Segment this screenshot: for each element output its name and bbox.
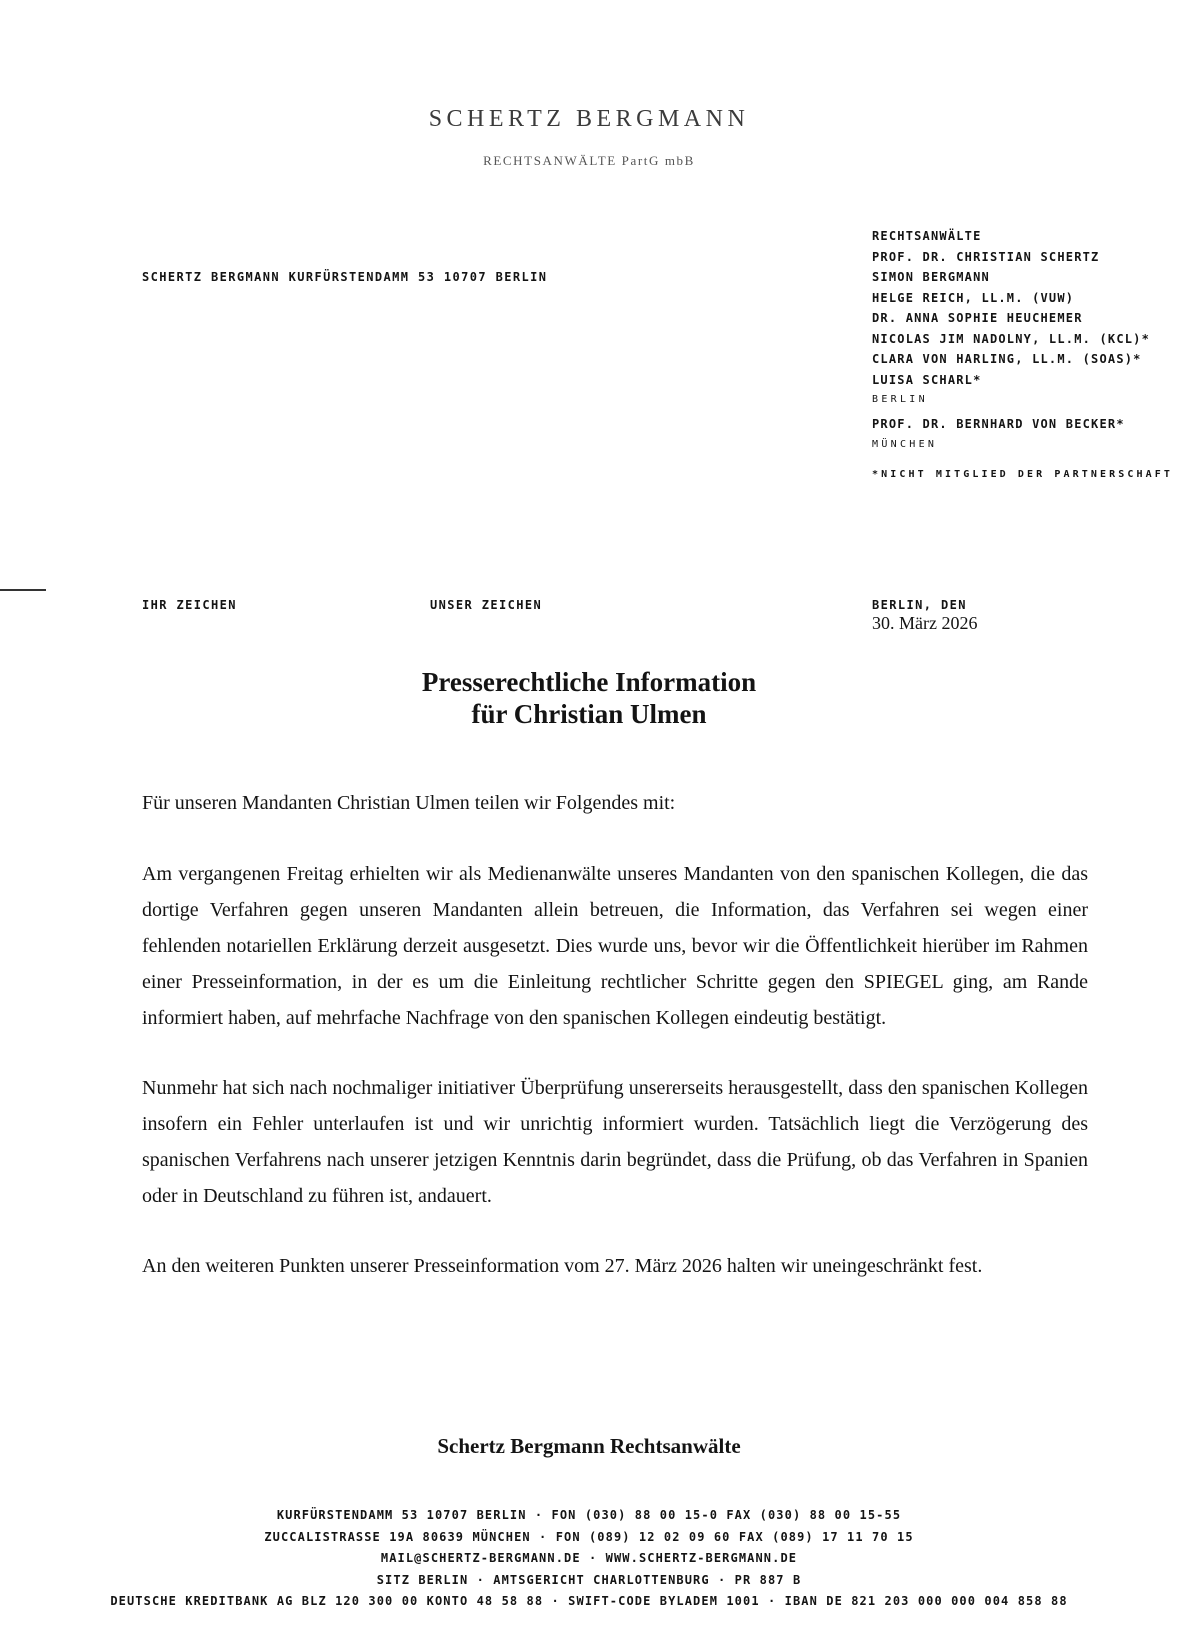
place-date-label: BERLIN, DEN: [872, 598, 967, 612]
intro-paragraph: Für unseren Mandanten Christian Ulmen teilen wir Folgendes mit:: [142, 792, 676, 814]
firm-logo-subtitle: RECHTSANWÄLTE PartG mbB: [483, 153, 695, 168]
body-paragraph-3: An den weiteren Punkten unserer Presseinformation vom 27. März 2026 halten wir uneingeschränkt fest.: [142, 1255, 983, 1277]
partner-name: DR. ANNA SOPHIE HEUCHEMER: [872, 311, 1083, 325]
footer: [0, 1505, 1178, 1613]
partner-name: CLARA VON HARLING, LL.M. (SOAS)*: [872, 352, 1142, 366]
letter-title-line-1: Presserechtliche Information: [421, 667, 757, 697]
partners-list: [872, 226, 1172, 480]
firm-logo-name: SCHERTZ BERGMANN: [428, 106, 750, 132]
body-paragraph-1: Am vergangenen Freitag erhielten wir als Medienanwälte unseres Mandanten von den spanischen Kollegen, die das dortige Verfahren gegen unseren Mandanten allein betreuen, die Information, das Verfahren sei wegen einer fehlenden notariellen Erklärung derzeit ausgesetzt. Dies wurde uns, bevor wir die Öffentlichkeit hierüber im Rahmen einer Presseinformation, in der es um die Einleitung rechtlicher Schritte gegen den SPIEGEL ging, am Rande informiert haben, auf mehrfache Nachfrage von den spanischen Kollegen eindeutig bestätigt.: [142, 863, 1088, 1029]
fold-mark: [0, 589, 46, 591]
sender-address-line: SCHERTZ BERGMANN KURFÜRSTENDAMM 53 10707 BERLIN: [142, 270, 548, 284]
body-paragraph-2: Nunmehr hat sich nach nochmaliger initiativer Überprüfung unsererseits herausgestellt, dass den spanischen Kollegen insofern ein Fehler unterlaufen ist und wir unrichtig informiert wurden. Tatsächlich liegt die Verzögerung des spanischen Verfahrens nach unserer jetzigen Kenntnis darin begründet, dass die Prüfung, ob das Verfahren in Spanien oder in Deutschland zu führen ist, andauert.: [142, 1077, 1088, 1207]
your-reference-label: IHR ZEICHEN: [142, 598, 237, 612]
partnership-footnote: *NICHT MITGLIED DER PARTNERSCHAFT: [872, 468, 1173, 480]
partners-heading: RECHTSANWÄLTE: [872, 229, 982, 243]
partner-name: NICOLAS JIM NADOLNY, LL.M. (KCL)*: [872, 331, 1151, 346]
letter-date: 30. März 2026: [872, 613, 978, 633]
letter-title-line-2: für Christian Ulmen: [471, 699, 707, 729]
office-label-berlin: BERLIN: [872, 394, 928, 405]
partner-name: LUISA SCHARL*: [872, 372, 982, 387]
footer-line-berlin: KURFÜRSTENDAMM 53 10707 BERLIN · FON (030) 88 00 15-0 FAX (030) 88 00 15-55: [276, 1508, 902, 1522]
our-reference-label: UNSER ZEICHEN: [430, 598, 543, 612]
office-label-munich: MÜNCHEN: [872, 438, 938, 450]
partner-name: PROF. DR. CHRISTIAN SCHERTZ: [872, 249, 1100, 264]
partner-name: HELGE REICH, LL.M. (VUW): [872, 290, 1075, 305]
letter-body: [142, 785, 1088, 1318]
signature: Schertz Bergmann Rechtsanwälte: [437, 1434, 741, 1458]
partner-name: PROF. DR. BERNHARD VON BECKER*: [872, 417, 1125, 431]
footer-line-registry: SITZ BERLIN · AMTSGERICHT CHARLOTTENBURG · PR 887 B: [376, 1572, 802, 1587]
partner-name: SIMON BERGMANN: [872, 270, 990, 284]
footer-line-contact: MAIL@SCHERTZ-BERGMANN.DE · WWW.SCHERTZ-BERGMANN.DE: [380, 1551, 798, 1565]
footer-line-bank: DEUTSCHE KREDITBANK AG BLZ 120 300 00 KONTO 48 58 88 · SWIFT-CODE BYLADEM 1001 · IBAN DE 821 203 000 000 004 858 88: [110, 1594, 1068, 1608]
footer-line-munich: ZUCCALISTRASSE 19A 80639 MÜNCHEN · FON (089) 12 02 09 60 FAX (089) 17 11 70 15: [264, 1529, 914, 1544]
letter-title: [0, 666, 1178, 730]
